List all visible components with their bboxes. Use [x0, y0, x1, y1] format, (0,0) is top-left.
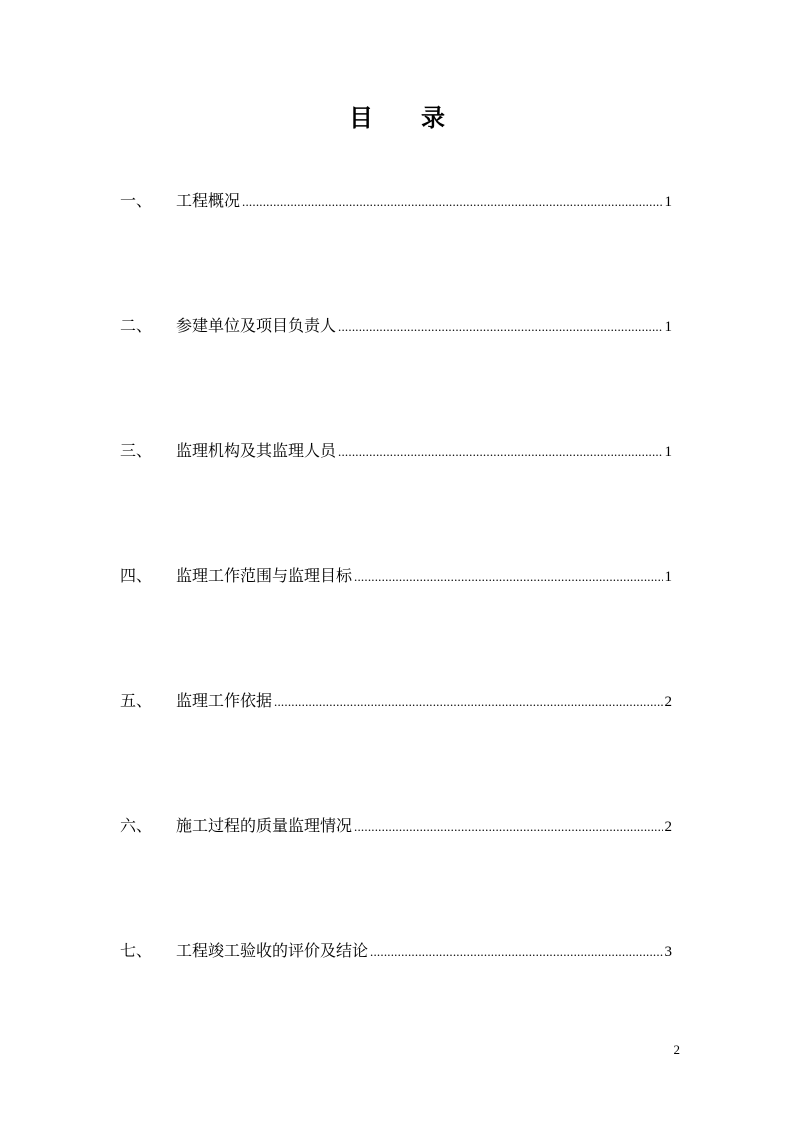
toc-dot-leader	[338, 315, 662, 339]
toc-entry-title: 监理机构及其监理人员	[176, 441, 337, 460]
toc-entry-title: 施工过程的质量监理情况	[176, 816, 353, 835]
toc-entry-page: 2	[664, 694, 672, 710]
page-number: 2	[673, 1042, 680, 1057]
toc-entry-5[interactable]	[120, 689, 672, 713]
toc-entry-number: 四、	[120, 566, 153, 585]
toc-entry-page: 1	[664, 444, 672, 460]
toc-entry-page: 2	[664, 819, 672, 835]
toc-entry-number: 一、	[120, 191, 153, 210]
toc-title-second-char: 录	[421, 104, 445, 132]
toc-entry-title: 监理工作范围与监理目标	[176, 566, 353, 585]
toc-dot-leader	[354, 815, 662, 839]
toc-entry-page: 1	[664, 319, 672, 335]
toc-entry-page: 1	[664, 194, 672, 210]
toc-dot-leader	[242, 190, 662, 214]
toc-entry-number: 七、	[120, 941, 153, 960]
toc-dot-leader	[338, 440, 662, 464]
toc-entry-number: 二、	[120, 316, 153, 335]
toc-dot-leader	[354, 565, 662, 589]
toc-entry-page: 1	[664, 569, 672, 585]
toc-entry-7[interactable]	[120, 939, 672, 963]
toc-entry-number: 三、	[120, 441, 153, 460]
toc-dot-leader	[370, 940, 662, 964]
toc-entry-page: 3	[664, 944, 672, 960]
toc-dot-leader	[274, 690, 662, 714]
toc-entry-6[interactable]	[120, 814, 672, 838]
toc-entry-4[interactable]	[120, 564, 672, 588]
toc-entry-title: 参建单位及项目负责人	[176, 316, 337, 335]
toc-entry-title: 工程概况	[176, 191, 241, 210]
toc-title-first-char: 目	[349, 104, 373, 132]
toc-entry-number: 五、	[120, 691, 153, 710]
toc-entry-1[interactable]	[120, 189, 672, 213]
toc-entry-number: 六、	[120, 816, 153, 835]
toc-entry-2[interactable]	[120, 314, 672, 338]
toc-entry-title: 监理工作依据	[176, 691, 273, 710]
toc-entry-3[interactable]	[120, 439, 672, 463]
toc-entry-title: 工程竣工验收的评价及结论	[176, 941, 369, 960]
